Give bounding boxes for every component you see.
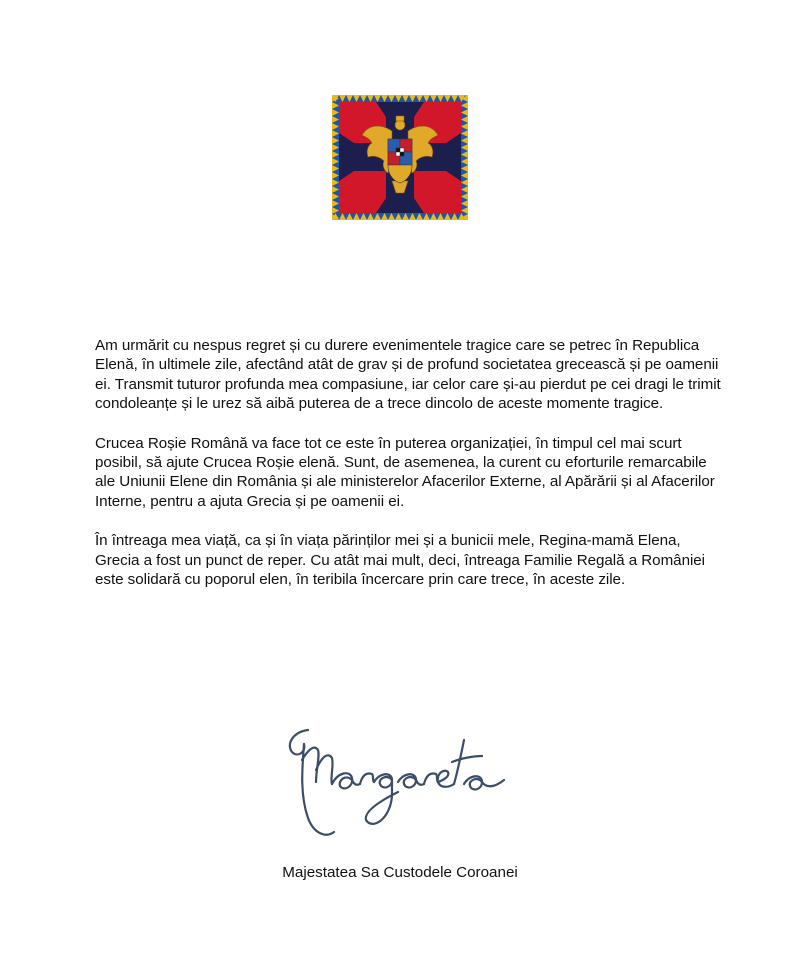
royal-standard-icon xyxy=(332,95,468,220)
letter-paragraph: În întreaga mea viață, ca și în viața părinților mei și a bunicii mele, Regina-mamă Elena, Grecia a fost un punct de reper. Cu atât mai mult, deci, întreaga Familie Regală a României este solidară cu poporul elen, în teribila încercare prin care trece, în aceste zile. xyxy=(95,532,706,589)
letter-paragraph: Am urmărit cu nespus regret și cu durere evenimentele tragice care se petrec în Republica Elenă, în ultimele zile, afectând atât de grav și de profund societatea grecească și pe oamenii ei. Transmit tuturor profunda mea compasiune, iar celor care și-au pierdut pe cei dragi le trimit condoleanțe și le urez să aibă puterea de a trece dincolo de aceste momente tragice. xyxy=(95,337,721,413)
letter-paragraph: Crucea Roșie Română va face tot ce este în puterea organizației, în timpul cel mai scurt posibil, să ajute Crucea Roșie elenă. Sunt, de asemenea, la curent cu eforturile remarcabile ale Uniunii Elene din România și ale ministerelor Afacerilor Externe, al Apărării și al Afacerilor Interne, pentru a ajuta Grecia și pe oamenii ei. xyxy=(95,434,715,510)
signatory-title: Majestatea Sa Custodele Coroanei xyxy=(282,864,518,881)
letter-body xyxy=(95,336,725,609)
royal-standard-emblem xyxy=(332,95,468,220)
handwritten-signature xyxy=(268,700,528,850)
